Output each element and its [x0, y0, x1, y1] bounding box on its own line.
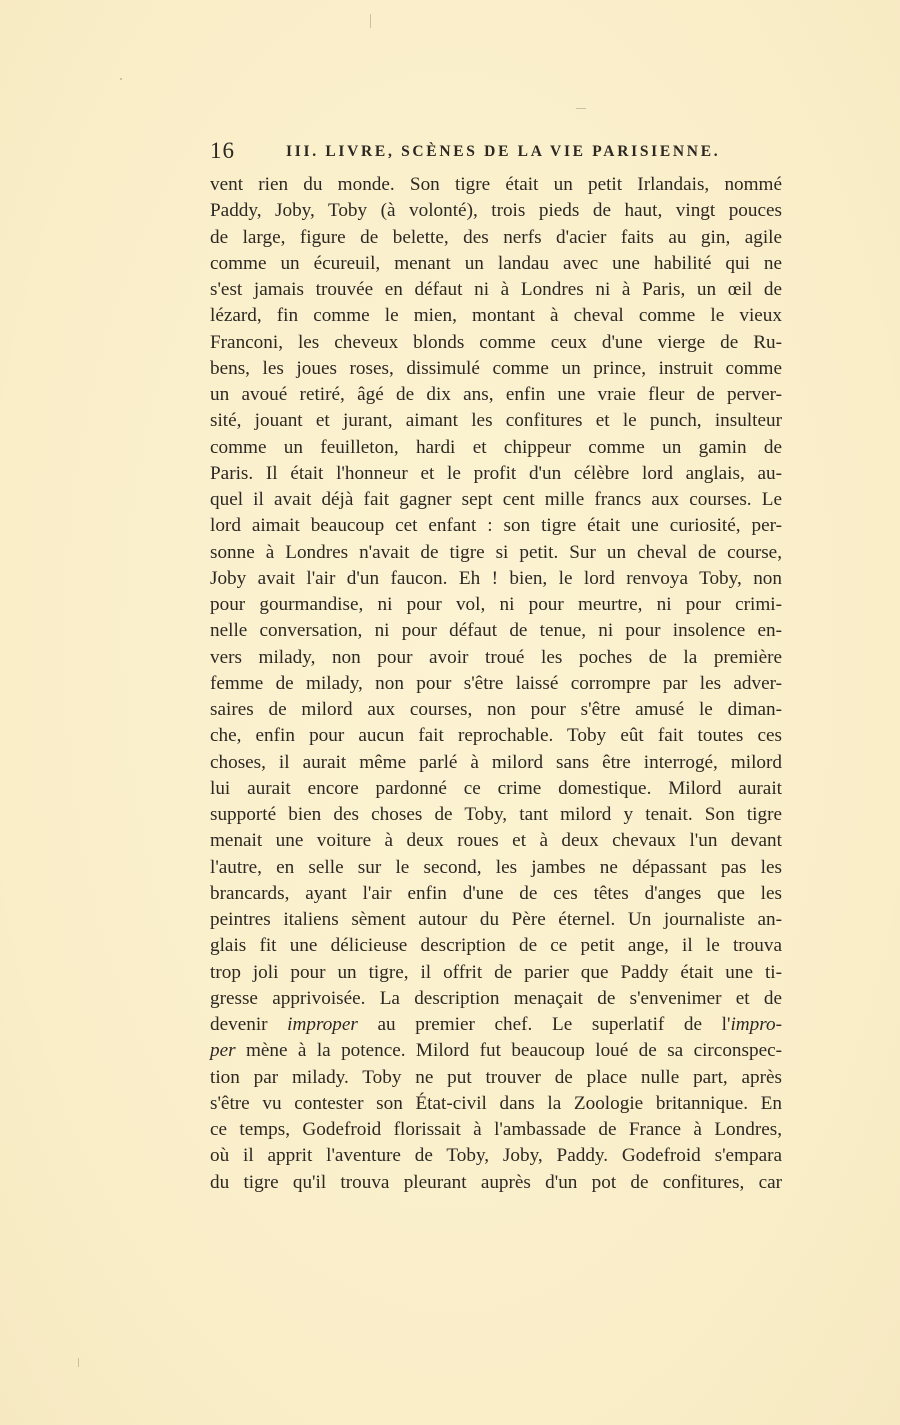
- text-line: nelle conversation, ni pour défaut de tenue, ni pour insolence en-: [210, 620, 782, 642]
- text-line: s'est jamais trouvée en défaut ni à Londres ni à Paris, un œil de: [210, 279, 782, 300]
- italic-word: per: [210, 1040, 236, 1062]
- text-line: peintres italiens sèment autour du Père éternel. Un journaliste an-: [210, 909, 782, 930]
- text-fragment: devenir: [210, 1014, 288, 1035]
- text-line: brancards, ayant l'air enfin d'une de ces têtes d'anges que les: [210, 882, 782, 904]
- text-line: lord aimait beaucoup cet enfant : son tigre était une curiosité, per-: [210, 515, 782, 537]
- text-line: du tigre qu'il trouva pleurant auprès d'un pot de confitures, car: [210, 1171, 782, 1193]
- text-line: Franconi, les cheveux blonds comme ceux d'une vierge de Ru-: [210, 331, 782, 353]
- text-line: che, enfin pour aucun fait reprochable. Toby eût fait toutes ces: [210, 725, 782, 747]
- text-line: Joby avait l'air d'un faucon. Eh ! bien, le lord renvoya Toby, non: [210, 567, 782, 589]
- text-line: s'être vu contester son État-civil dans la Zoologie britannique. En: [210, 1092, 782, 1114]
- text-line: pour gourmandise, ni pour vol, ni pour meurtre, ni pour crimi-: [210, 594, 782, 615]
- text-line: menait une voiture à deux roues et à deux chevaux l'un devant: [210, 830, 782, 852]
- text-line: saires de milord aux courses, non pour s'être amusé le diman-: [210, 699, 782, 720]
- text-line: glais fit une délicieuse description de ce petit ange, il le trouva: [210, 935, 782, 957]
- text-line: trop joli pour un tigre, il offrit de parier que Paddy était une ti-: [210, 961, 782, 983]
- text-line: femme de milady, non pour s'être laissé corrompre par les adver-: [210, 672, 782, 694]
- text-line-improper: [210, 1012, 782, 1038]
- text-line: choses, il aurait même parlé à milord sans être interrogé, milord: [210, 751, 782, 773]
- text-line: quel il avait déjà fait gagner sept cent mille francs aux courses. Le: [210, 489, 782, 510]
- text-line: Paris. Il était l'honneur et le profit d'un célèbre lord anglais, au-: [210, 462, 782, 484]
- italic-word: improper: [287, 1014, 358, 1035]
- text-line: lézard, fin comme le mien, montant à cheval comme le vieux: [210, 305, 782, 327]
- text-line: comme un écureuil, menant un landau avec une habilité qui ne: [210, 252, 782, 274]
- text-fragment: au premier chef. Le superlatif de l': [357, 1014, 731, 1035]
- text-line: vent rien du monde. Son tigre était un petit Irlandais, nommé: [210, 174, 782, 195]
- text-line: supporté bien des choses de Toby, tant milord y tenait. Son tigre: [210, 804, 782, 825]
- text-line: Paddy, Joby, Toby (à volonté), trois pieds de haut, vingt pouces: [210, 200, 782, 222]
- text-line: gresse apprivoisée. La description menaçait de s'envenimer et de: [210, 987, 782, 1009]
- text-line: comme un feuilleton, hardi et chippeur comme un gamin de: [210, 436, 782, 458]
- text-line: tion par milady. Toby ne put trouver de place nulle part, après: [210, 1066, 782, 1088]
- text-line: de large, figure de belette, des nerfs d'acier faits au gin, agile: [210, 226, 782, 248]
- text-line: l'autre, en selle sur le second, les jambes ne dépassant pas les: [210, 856, 782, 878]
- text-line: un avoué retiré, âgé de dix ans, enfin une vraie fleur de perver-: [210, 384, 782, 405]
- text-line: sité, jouant et jurant, aimant les confitures et le punch, insulteur: [210, 410, 782, 432]
- paper-speck-left: [120, 78, 122, 80]
- text-line: sonne à Londres n'avait de tigre si petit. Sur un cheval de course,: [210, 541, 782, 563]
- italic-word: impro-: [730, 1014, 782, 1035]
- text-line-improper-cont: [210, 1038, 782, 1064]
- text-line: ce temps, Godefroid florissait à l'ambassade de France à Londres,: [210, 1119, 782, 1140]
- paper-speck-top: [370, 14, 371, 28]
- text-line: bens, les joues roses, dissimulé comme un prince, instruit comme: [210, 357, 782, 379]
- text-fragment: mène à la potence. Milord fut beaucoup loué de sa circonspec-: [235, 1040, 782, 1062]
- page-number: 16: [210, 138, 235, 163]
- text-line: où il apprit l'aventure de Toby, Joby, Paddy. Godefroid s'empara: [210, 1145, 782, 1167]
- paper-speck-mid: [576, 108, 586, 109]
- text-line: lui aurait encore pardonné ce crime domestique. Milord aurait: [210, 777, 782, 799]
- paper-speck-bottom: [78, 1358, 79, 1367]
- running-head: III. LIVRE, SCÈNES DE LA VIE PARISIENNE.: [286, 143, 721, 160]
- body-text: [210, 172, 782, 1196]
- page-header: [210, 138, 784, 168]
- text-line: vers milady, non pour avoir troué les poches de la première: [210, 646, 782, 668]
